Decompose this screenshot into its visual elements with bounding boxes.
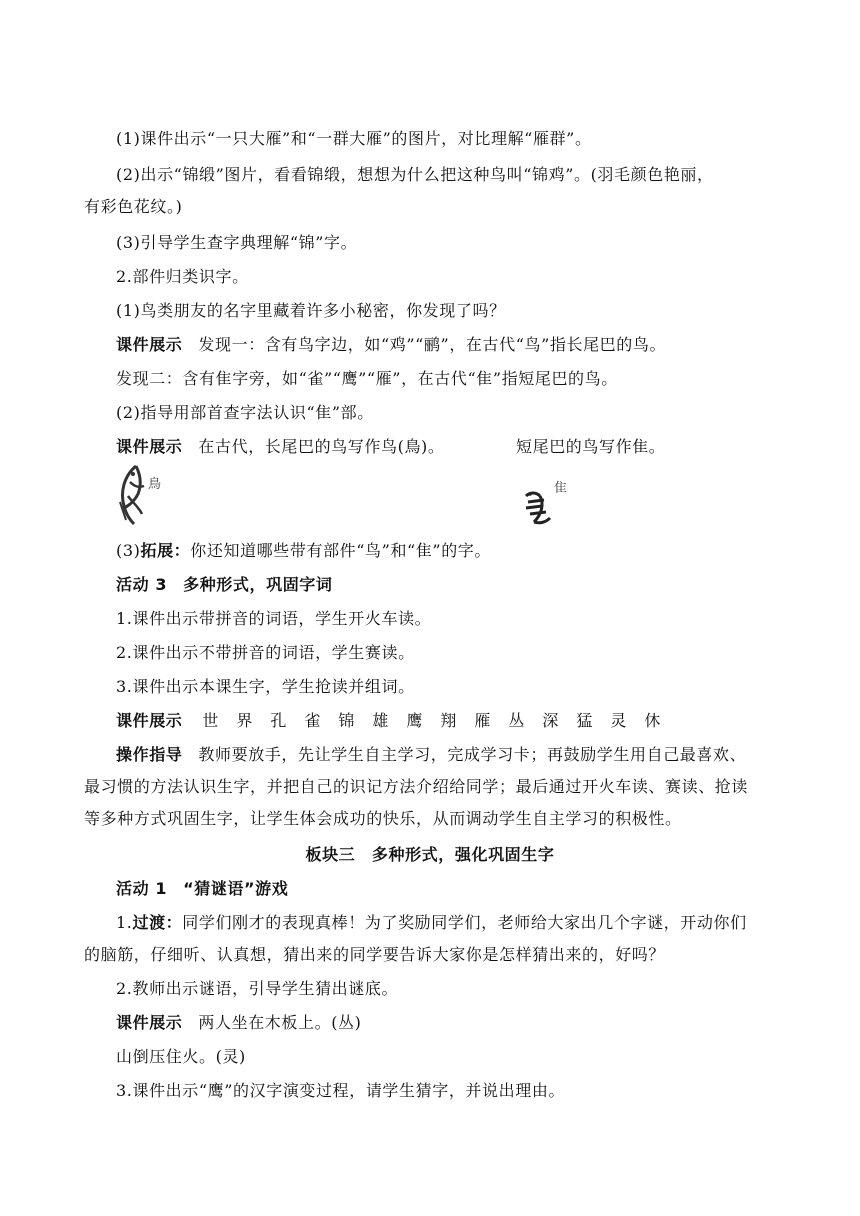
- courseware-text-short-tail: 短尾巴的鸟写作隹。: [516, 437, 666, 456]
- courseware-text: 发现一：含有鸟字边，如“鸡”“鹂”，在古代“鸟”指长尾巴的鸟。: [198, 335, 667, 354]
- section-heading: 板块三 多种形式，强化巩固生字: [305, 845, 555, 864]
- char: 雀: [304, 711, 322, 730]
- operation-guide-line-2: 最习惯的方法认识生字，并把自己的识记方法介绍给同学；最后通过开火车读、赛读、抢读: [84, 777, 749, 796]
- courseware-riddle-1: 课件展示 两人坐在木板上。(丛): [116, 1013, 362, 1032]
- operation-guide-label: 操作指导: [116, 745, 183, 764]
- char: 深: [542, 711, 560, 730]
- courseware-label: 课件展示: [116, 1013, 183, 1032]
- courseware-label: 课件展示: [116, 335, 183, 354]
- riddle-2: 山倒压住火。(灵): [116, 1047, 246, 1066]
- courseware-line-1: [116, 334, 816, 356]
- svg-text:鳥: 鳥: [148, 477, 162, 492]
- transition-label: 过渡：: [132, 913, 183, 932]
- para-jinduan: (2)出示“锦缎”图片，看看锦缎，想想为什么把这种鸟叫“锦鸡”。(羽毛颜色艳丽，: [116, 165, 714, 184]
- para-jinduan-cont: 有彩色花纹。): [84, 197, 183, 216]
- courseware-text: 在古代，长尾巴的鸟写作鸟(鳥)。: [198, 437, 445, 456]
- char: 世: [202, 711, 220, 730]
- char: 锦: [338, 711, 356, 730]
- operation-guide-line-3: 等多种方式巩固生字，让学生体会成功的快乐，从而调动学生自主学习的积极性。: [84, 809, 682, 828]
- question-1: (1)鸟类朋友的名字里藏着许多小秘密，你发现了吗？: [116, 301, 506, 320]
- game-step-2: 2.教师出示谜语，引导学生猜出谜底。: [116, 979, 399, 998]
- activity-1-heading: 活动 1 “猜谜语”游戏: [116, 879, 289, 898]
- para-jin: (3)引导学生查字典理解“锦”字。: [116, 233, 358, 252]
- game-step-1-cont: 的脑筋，仔细听、认真想，猜出来的同学要告诉大家你是怎样猜出来的，好吗？: [84, 945, 666, 964]
- char: 界: [236, 711, 254, 730]
- step-2: 2.部件归类识字。: [116, 267, 249, 286]
- courseware-chars-line: [116, 710, 816, 732]
- activity-3-step-2: 2.课件出示不带拼音的词语，学生赛读。: [116, 643, 415, 662]
- ancient-niao-glyph: [116, 462, 164, 526]
- question-2: (2)指导用部首查字法认识“隹”部。: [116, 403, 374, 422]
- char: 猛: [576, 711, 594, 730]
- char: 休: [644, 711, 662, 730]
- finding-2: 发现二：含有隹字旁，如“雀”“鹰”“雁”，在古代“隹”指短尾巴的鸟。: [116, 369, 618, 388]
- game-step-1: 1.过渡：同学们刚才的表现真棒！为了奖励同学们，老师给大家出几个字谜，开动你们: [116, 913, 747, 932]
- svg-text:隹: 隹: [554, 481, 568, 496]
- game-step-3: 3.课件出示“鹰”的汉字演变过程，请学生猜字，并说出理由。: [116, 1081, 566, 1100]
- activity-3-step-3: 3.课件出示本课生字，学生抢读并组词。: [116, 677, 415, 696]
- char: 鹰: [406, 711, 424, 730]
- activity-3-step-1: 1.课件出示带拼音的词语，学生开火车读。: [116, 609, 432, 628]
- char: 丛: [508, 711, 526, 730]
- para-yanqun: (1)课件出示“一只大雁”和“一群大雁”的图片，对比理解“雁群”。: [116, 129, 592, 148]
- extension-label: 拓展：: [140, 541, 191, 560]
- activity-3-heading: 活动 3 多种形式，巩固字词: [116, 575, 333, 594]
- char: 翔: [440, 711, 458, 730]
- question-3: (3)拓展：你还知道哪些带有部件“鸟”和“隹”的字。: [116, 541, 492, 560]
- ancient-zhui-glyph: [520, 474, 574, 528]
- char: 雄: [372, 711, 390, 730]
- char: 孔: [270, 711, 288, 730]
- courseware-label: 课件展示: [116, 437, 183, 456]
- courseware-label: 课件展示: [116, 711, 183, 730]
- char: 雁: [474, 711, 492, 730]
- char: 灵: [610, 711, 628, 730]
- operation-guide-line-1: 操作指导 教师要放手，先让学生自主学习，完成学习卡；再鼓励学生用自己最喜欢、: [116, 745, 747, 764]
